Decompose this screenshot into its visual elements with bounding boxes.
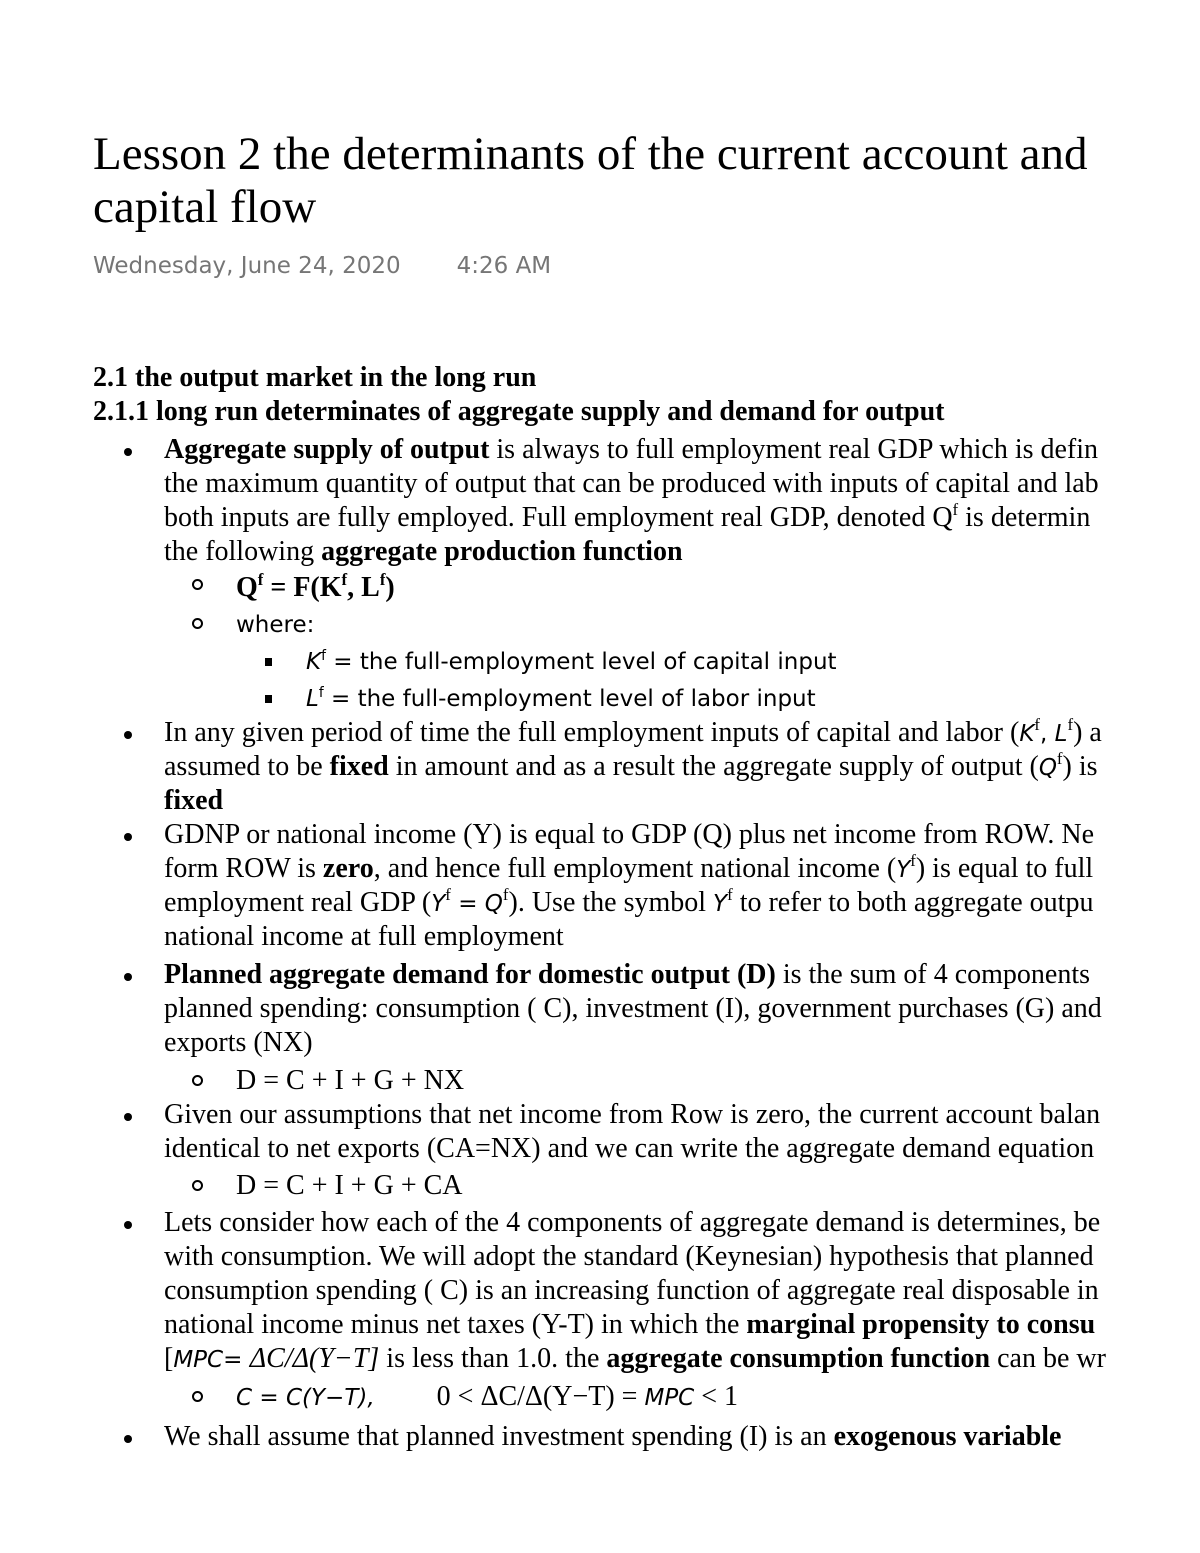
text-span: assumed to be xyxy=(164,751,330,782)
italic-symbol: Q xyxy=(484,891,503,917)
superscript: f xyxy=(445,885,451,905)
list-item-text-cut xyxy=(164,1421,1061,1453)
list-item-text: national income at full employment xyxy=(164,921,564,952)
text-span: In any given period of time the full employment inputs of capital and labor ( xyxy=(164,717,1020,748)
definition-kf xyxy=(306,649,837,675)
text-span: is determin xyxy=(958,502,1091,533)
text-span: ) xyxy=(385,572,395,603)
title-line-2: capital flow xyxy=(93,181,317,233)
square-bullet-icon xyxy=(265,658,272,666)
circle-bullet-icon xyxy=(192,579,203,590)
bullet-icon xyxy=(124,731,132,739)
superscript: f xyxy=(321,648,326,665)
text-span: = F(K xyxy=(263,572,342,603)
text-span: , L xyxy=(347,572,380,603)
superscript: f xyxy=(1067,715,1074,735)
text-span: We shall assume that planned investment spending (I) is an xyxy=(164,1421,834,1452)
page-date: Wednesday, June 24, 2020 xyxy=(93,253,401,279)
italic-symbol: Q xyxy=(1038,755,1057,781)
text-span: form ROW is xyxy=(164,853,323,884)
superscript: f xyxy=(318,685,324,702)
text-span: national income minus net taxes (Y-T) in which the xyxy=(164,1309,747,1340)
italic-symbol: Y xyxy=(713,891,728,917)
bold-term: Planned aggregate demand for domestic output (D) xyxy=(164,959,776,990)
italic-symbol: K xyxy=(1019,721,1035,747)
list-item-text: exports (NX) xyxy=(164,1027,313,1058)
list-item-text xyxy=(164,536,683,568)
circle-bullet-icon xyxy=(192,1391,203,1402)
circle-bullet-icon xyxy=(192,1075,203,1086)
list-item-text xyxy=(164,1343,1106,1375)
text-span: = xyxy=(252,1385,286,1411)
superscript: f xyxy=(257,570,264,590)
page-timestamp xyxy=(93,253,551,279)
list-item-text: consumption spending ( C) is an increasing function of aggregate real disposable in xyxy=(164,1275,1099,1306)
italic-symbol: Y xyxy=(431,891,446,917)
text-span: = the full-employment level of labor input xyxy=(323,686,816,712)
text-span: ) is xyxy=(1062,751,1098,782)
italic-symbol: K xyxy=(306,649,322,675)
heading-2-1: 2.1 the output market in the long run xyxy=(93,362,537,393)
bullet-icon xyxy=(124,1113,132,1121)
bullet-icon xyxy=(124,1435,132,1443)
text-span: the following xyxy=(164,536,322,567)
text-span: is always to full employment real GDP which is defin xyxy=(489,434,1099,465)
page-body xyxy=(0,362,1200,1452)
text-span: to refer to both aggregate outpu xyxy=(732,887,1094,918)
title-line-1: Lesson 2 the determinants of the current account and xyxy=(93,128,1088,180)
superscript: f xyxy=(727,885,733,905)
list-item-text xyxy=(164,751,1098,783)
italic-symbol: L xyxy=(306,686,319,712)
production-function xyxy=(236,572,395,604)
superscript: f xyxy=(379,570,386,590)
demand-equation-ca: D = C + I + G + CA xyxy=(236,1170,463,1201)
list-item-text xyxy=(164,853,1093,885)
bullet-icon xyxy=(124,1221,132,1229)
list-item-text: the maximum quantity of output that can be produced with inputs of capital and lab xyxy=(164,468,1099,499)
bold-term: Aggregate supply of output xyxy=(164,434,490,465)
text-span: = the full-employment level of capital input xyxy=(325,649,837,675)
text-span: in amount and as a result the aggregate supply of output ( xyxy=(388,751,1039,782)
italic-symbol: L xyxy=(1054,721,1068,747)
list-item-text: with consumption. We will adopt the standard (Keynesian) hypothesis that planned xyxy=(164,1241,1094,1272)
square-bullet-icon xyxy=(265,695,272,703)
text-span: both inputs are fully employed. Full employment real GDP, denoted Q xyxy=(164,502,953,533)
list-item-text: GDNP or national income (Y) is equal to GDP (Q) plus net income from ROW. Ne xyxy=(164,819,1095,850)
italic-symbol: ΔC/Δ(Y−T] xyxy=(249,1343,380,1374)
list-item-text: planned spending: consumption ( C), investment (I), government purchases (G) and xyxy=(164,993,1102,1024)
text-span: < 1 xyxy=(694,1381,739,1412)
text-span: employment real GDP ( xyxy=(164,887,432,918)
bold-term: exogenous variable xyxy=(833,1421,1062,1452)
text-span: is the sum of 4 components xyxy=(775,959,1091,990)
bold-term: fixed xyxy=(329,751,389,782)
demand-equation: D = C + I + G + NX xyxy=(236,1065,465,1096)
list-item-text xyxy=(164,887,1093,919)
bold-term: zero xyxy=(322,853,374,884)
text-span: [ xyxy=(164,1343,174,1374)
text-span: = xyxy=(450,891,485,917)
text-span: ) is equal to full xyxy=(915,853,1094,884)
bold-term: aggregate production function xyxy=(321,536,683,567)
heading-2-1-1: 2.1.1 long run determinates of aggregate supply and demand for output xyxy=(93,396,945,427)
italic-symbol: Y xyxy=(896,857,911,883)
text-span: , xyxy=(1040,721,1055,747)
circle-bullet-icon xyxy=(192,618,203,629)
bold-term: marginal propensity to consu xyxy=(746,1309,1096,1340)
definition-lf xyxy=(306,686,816,712)
list-item-text: identical to net exports (CA=NX) and we can write the aggregate demand equation xyxy=(164,1133,1095,1164)
list-item-text xyxy=(164,1309,1095,1341)
bullet-icon xyxy=(124,973,132,981)
superscript: f xyxy=(341,570,348,590)
italic-symbol: C xyxy=(236,1385,253,1411)
superscript: f xyxy=(952,500,959,520)
text-span: can be wr xyxy=(990,1343,1106,1374)
list-item-text xyxy=(164,959,1090,991)
list-item-text: Lets consider how each of the 4 components of aggregate demand is determines, be xyxy=(164,1207,1101,1238)
text-span: ). Use the symbol xyxy=(508,887,714,918)
superscript: f xyxy=(1056,749,1063,769)
text-span: , and hence full employment national income ( xyxy=(373,853,897,884)
superscript: f xyxy=(1034,715,1041,735)
bullet-icon xyxy=(124,448,132,456)
bullet-icon xyxy=(124,833,132,841)
text-span: ) a xyxy=(1073,717,1102,748)
list-item-text xyxy=(164,717,1102,749)
where-label: where: xyxy=(236,612,315,638)
text-span: Q xyxy=(236,572,258,603)
consumption-function xyxy=(236,1381,738,1413)
list-item-text: fixed xyxy=(164,785,224,816)
italic-symbol: MPC xyxy=(173,1347,224,1373)
superscript: f xyxy=(910,851,916,871)
italic-symbol: MPC xyxy=(644,1385,695,1411)
text-span: is less than 1.0. the xyxy=(379,1343,607,1374)
page-time: 4:26 AM xyxy=(456,253,552,279)
superscript: f xyxy=(502,885,509,905)
text-span: 0 < ΔC/Δ(Y−T) = xyxy=(436,1381,645,1412)
bold-term: aggregate consumption function xyxy=(606,1343,991,1374)
text-span: = xyxy=(223,1347,250,1373)
list-item-text xyxy=(164,434,1098,466)
page-title xyxy=(93,128,1087,234)
list-item-text: Given our assumptions that net income from Row is zero, the current account balan xyxy=(164,1099,1101,1130)
list-item-text xyxy=(164,502,1090,534)
circle-bullet-icon xyxy=(192,1180,203,1191)
italic-symbol: C(Y−T), xyxy=(285,1385,375,1411)
